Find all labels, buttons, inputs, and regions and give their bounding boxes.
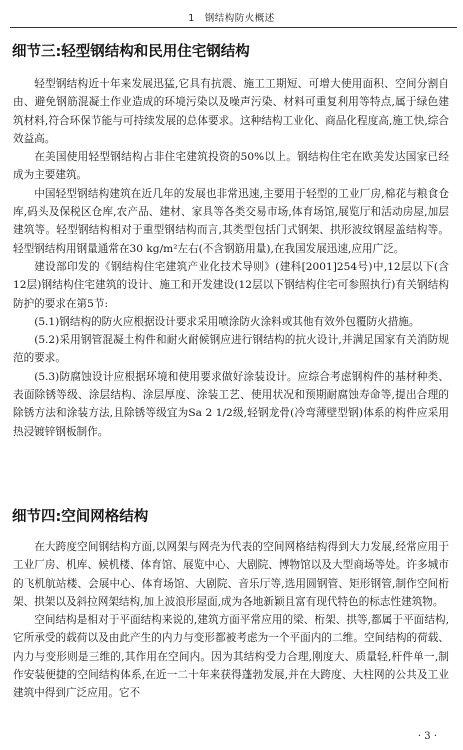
paragraph: 在大跨度空间钢结构方面,以网架与网壳为代表的空间网格结构得到大力发展,经常应用于工业厂房、机库、候机楼、体育馆、展览中心、大剧院、博物馆以及大型商场等处。许多城市的飞机航站楼、会展中心、体育场馆、大剧院、音乐厅等,选用圆钢管、矩形钢管,制作空间桁架、拱架以及斜拉网架结构,加上波浪形屋面,成为各地新颖且富有现代特色的标志性建筑物。 — [13, 541, 449, 608]
paragraph: 在美国使用轻型钢结构占非住宅建筑投资的50%以上。钢结构住宅在欧美发达国家已经成为主要建筑。 — [13, 151, 449, 182]
paragraph: 轻型钢结构近十年来发展迅猛,它具有抗震、施工工期短、可增大使用面积、空间分割自由、避免钢筋混凝土作业造成的环境污染以及噪声污染、材料可重复利用等特点,属于绿色建筑材料,符合环保节能与可持续发展的总体要求。这种结构工业化、商品化程度高,施工快,综合效益高。 — [13, 78, 449, 145]
paragraph: 空间结构是相对于平面结构来说的,建筑方面平常应用的梁、桁架、拱等,都属于平面结构,它所承受的载荷以及由此产生的内力与变形都被考虑为一个平面内的二维。空间结构的荷载、内力与变形则是三维的,其作用在空间内。因为其结构受力合理,刚度大、质量轻,杆件单一,制作安装便捷的空间结构体系,在近一二十年来获得蓬勃发展,并在大跨度、大柱网的公共及工业建筑中得到广泛应用。它不 — [13, 614, 449, 700]
section-4-title: 细节四:空间网格结构 — [12, 509, 149, 525]
paragraph: 中国轻型钢结构建筑在近几年的发展也非常迅速,主要用于轻型的工业厂房,棉花与粮食仓库,码头及保税区仓库,农产品、建材、家具等各类交易市场,体育场馆,展览厅和活动房屋,加层建筑等。轻型钢结构相对于重型钢结构而言,其类型包括门式钢架、拱形波纹钢屋盖结构等。轻型钢结构用钢量通常在30 kg/m²左右(不含钢筋用量),在我国发展迅速,应用广泛。 — [13, 187, 449, 255]
section-4-body — [13, 538, 449, 703]
page-number: · 3 · — [417, 731, 437, 742]
section-3-body — [13, 75, 449, 441]
paragraph: (5.1)钢结构的防火应根据设计要求采用喷涂防火涂料或其他有效外包覆防火措施。 — [34, 315, 420, 328]
section-3-title: 细节三:轻型钢结构和民用住宅钢结构 — [12, 44, 250, 60]
header-rule — [10, 27, 457, 28]
running-header: 1 钢结构防火概述 — [188, 13, 275, 24]
paragraph: (5.2)采用钢管混凝土构件和耐火耐候钢应进行钢结构的抗火设计,并满足国家有关消防规范的要求。 — [13, 334, 449, 365]
paragraph: (5.3)防腐蚀设计应根据环境和使用要求做好涂装设计。应综合考虑钢构件的基材种类、表面除锈等级、涂层结构、涂层厚度、涂装工艺、使用状况和预期耐腐蚀寿命等,提出合理的除锈方法和涂装方法,且除锈等级宜为Sa 2 1/2级,轻钢龙骨(冷弯薄壁型钢)体系的构件应采用热浸镀锌钢板制作。 — [13, 370, 449, 438]
paragraph: 建设部印发的《钢结构住宅建筑产业化技术导则》(建科[2001]254号)中,12层以下(含12层)钢结构住宅建筑的设计、施工和开发建设(12层以下钢结构住宅可参照执行)有关钢结构防护的要求在第5节: — [13, 260, 449, 310]
